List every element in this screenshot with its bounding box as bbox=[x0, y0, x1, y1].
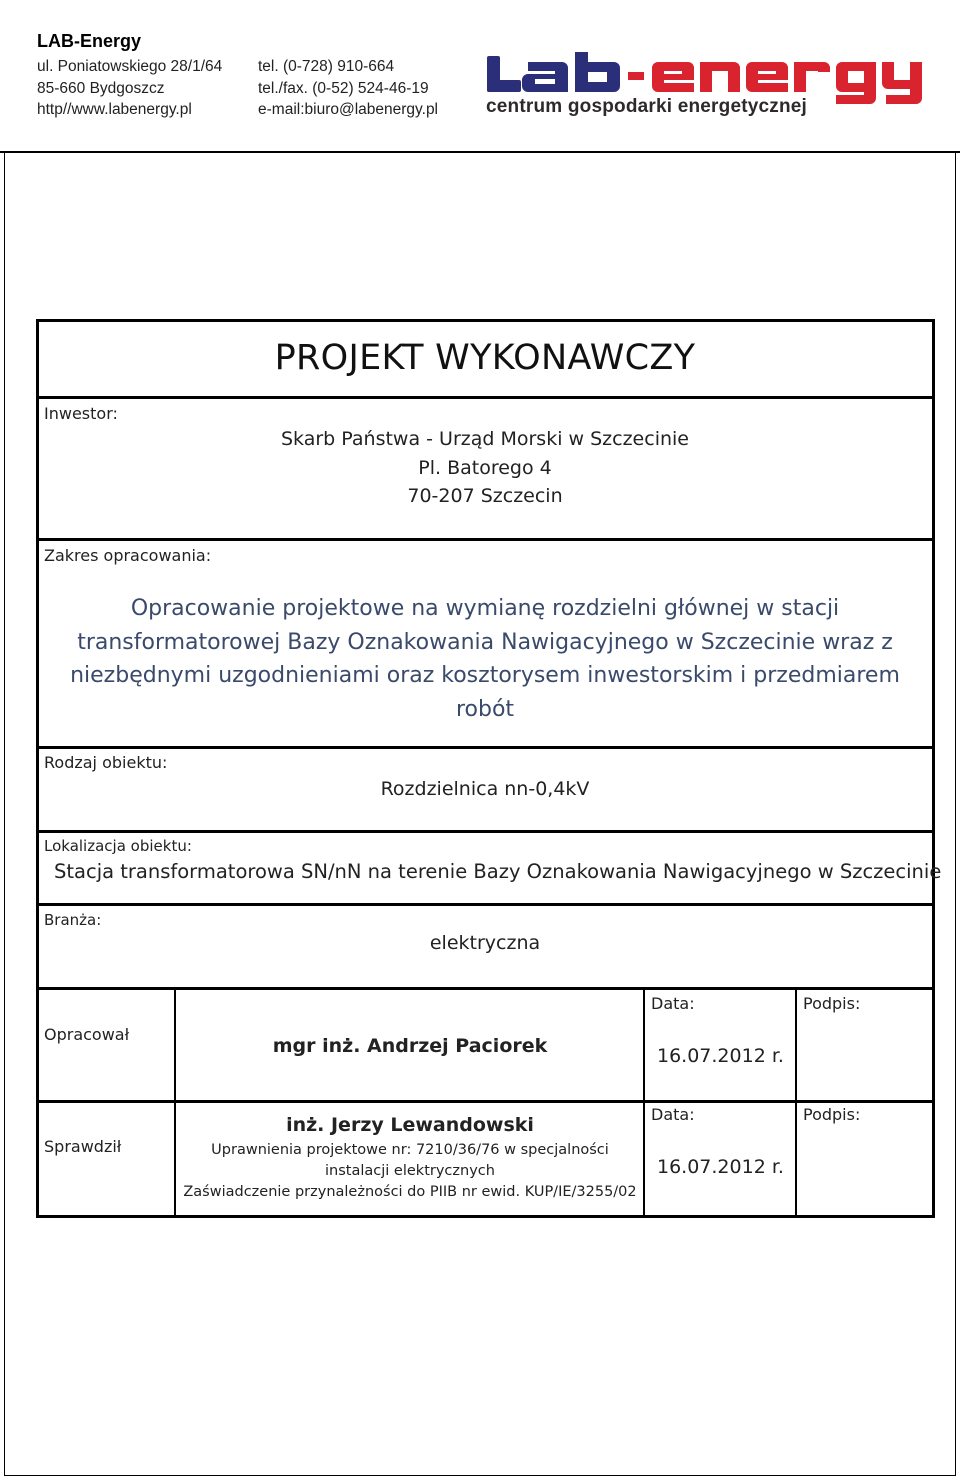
row-divider bbox=[36, 396, 935, 399]
prepared-by-label: Opracował bbox=[44, 1025, 130, 1044]
checked-qualification-line-1: Uprawnienia projektowe nr: 7210/36/76 w specjalności bbox=[211, 1142, 609, 1158]
row-divider bbox=[36, 830, 935, 833]
investor-city: 70-207 Szczecin bbox=[407, 485, 563, 507]
location-label: Lokalizacja obiektu: bbox=[44, 837, 192, 855]
branch-label: Branża: bbox=[44, 911, 102, 929]
checked-qualification-line-3: Zaświadczenie przynależności do PIIB nr ewid. KUP/IE/3255/02 bbox=[183, 1184, 637, 1200]
company-name: LAB-Energy bbox=[37, 31, 142, 51]
checked-date-label: Data: bbox=[651, 1105, 695, 1124]
row-divider bbox=[36, 746, 935, 749]
object-type-label: Rodzaj obiektu: bbox=[44, 753, 168, 772]
location-value: Stacja transformatorowa SN/nN na terenie Bazy Oznakowania Nawigacyjnego w Szczecinie bbox=[54, 860, 942, 883]
title-sheet-table bbox=[36, 319, 935, 1218]
address-line-2: 85-660 Bydgoszcz bbox=[37, 80, 165, 97]
checked-by-label: Sprawdził bbox=[44, 1137, 122, 1156]
prepared-date-label: Data: bbox=[651, 994, 695, 1013]
address-line-1: ul. Poniatowskiego 28/1/64 bbox=[37, 58, 223, 75]
phone-number: tel. (0-728) 910-664 bbox=[258, 58, 395, 75]
row-divider bbox=[36, 903, 935, 906]
document-title: PROJEKT WYKONAWCZY bbox=[274, 338, 696, 378]
logo-dash bbox=[628, 72, 644, 80]
website-link[interactable]: http//www.labenergy.pl bbox=[37, 101, 192, 118]
investor-street: Pl. Batorego 4 bbox=[418, 457, 552, 479]
branch-value: elektryczna bbox=[429, 932, 541, 954]
checked-by-name: inż. Jerzy Lewandowski bbox=[286, 1114, 534, 1136]
investor-label: Inwestor: bbox=[44, 404, 118, 423]
investor-name: Skarb Państwa - Urząd Morski w Szczecinie bbox=[281, 428, 689, 450]
row-divider bbox=[36, 987, 935, 990]
logo-tagline: centrum gospodarki energetycznej bbox=[486, 96, 808, 117]
col-divider bbox=[795, 987, 797, 1218]
fax-number: tel./fax. (0-52) 524-46-19 bbox=[258, 80, 429, 97]
logo-lab-word bbox=[487, 52, 620, 92]
checked-date: 16.07.2012 r. bbox=[657, 1156, 784, 1178]
checked-qualification-line-2: instalacji elektrycznych bbox=[325, 1163, 495, 1179]
scope-label: Zakres opracowania: bbox=[44, 546, 212, 565]
checked-signature-label: Podpis: bbox=[803, 1105, 861, 1124]
prepared-by-name: mgr inż. Andrzej Paciorek bbox=[272, 1035, 548, 1057]
row-divider bbox=[36, 1100, 935, 1103]
row-divider bbox=[36, 538, 935, 541]
email-address[interactable]: e-mail:biuro@labenergy.pl bbox=[258, 101, 439, 118]
prepared-signature-label: Podpis: bbox=[803, 994, 861, 1013]
prepared-date: 16.07.2012 r. bbox=[657, 1045, 784, 1067]
object-type-value: Rozdzielnica nn-0,4kV bbox=[380, 778, 590, 800]
scope-text: Opracowanie projektowe na wymianę rozdzielni głównej w stacji transformatorowej Bazy Oznakowania Nawigacyjnego w Szczecinie wraz z niezbędnymi uzgodnieniami oraz kosztorysem inwestorskim i przedmiarem robót bbox=[70, 596, 900, 722]
